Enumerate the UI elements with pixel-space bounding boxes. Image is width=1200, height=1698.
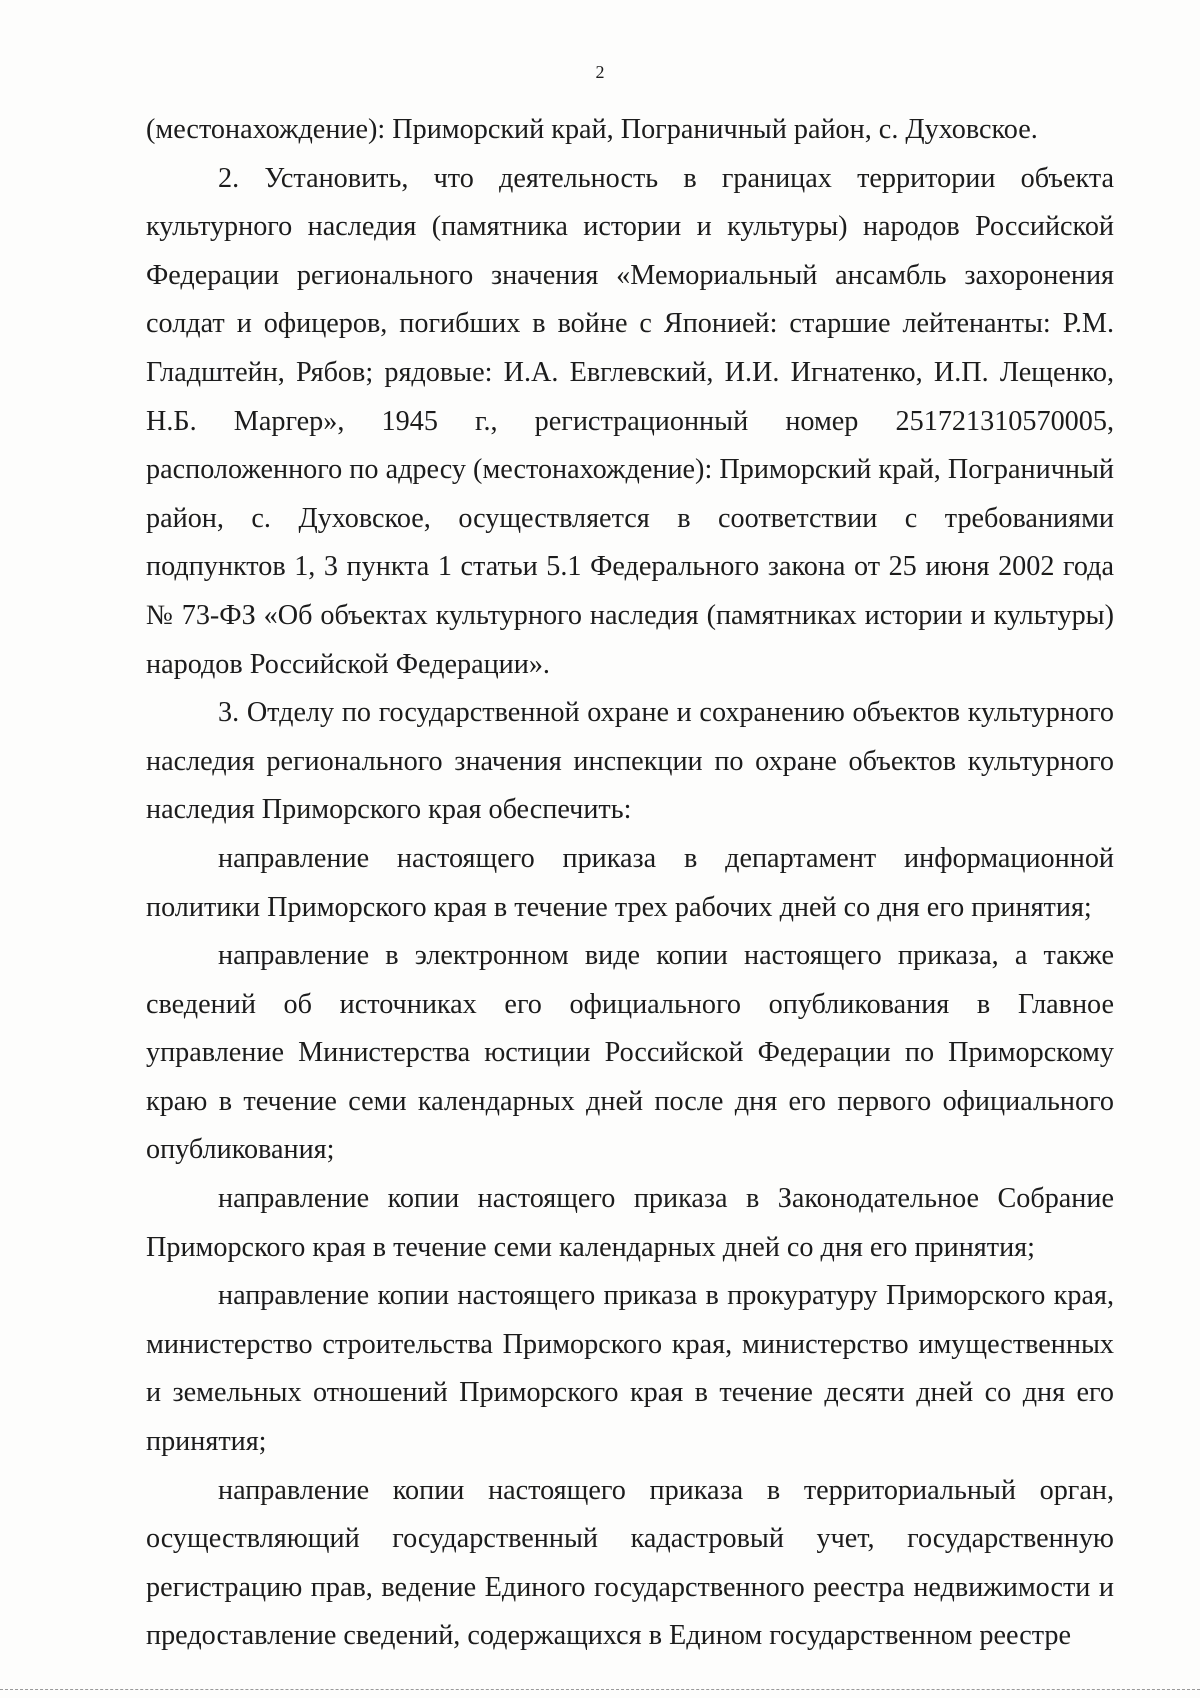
paragraph-subitem-cadastral-authority: направление копии настоящего приказа в территориальный орган, осуществляющий государственный кадастровый учет, государственную регистрацию прав, ведение Единого государственного реестра недвижимости и предоставление сведений, содержащихся в Едином государственном реестре: [146, 1474, 1114, 1652]
paragraph-subitem-prosecutor-office: направление копии настоящего приказа в прокуратуру Приморского края, министерство строительства Приморского края, министерство имущественных и земельных отношений Приморского края в течение десяти дней со дня его принятия;: [146, 1280, 1114, 1458]
paragraph-subitem-information-policy: направление настоящего приказа в департамент информационной политики Приморского края в течение трех рабочих дней со дня его принятия;: [146, 842, 1114, 923]
paragraph-item-2: 2. Установить, что деятельность в границах территории объекта культурного наследия (памятника истории и культуры) народов Российской Федерации регионального значения «Мемориальный ансамбль захоронения солдат и офицеров, погибших в войне с Японией: старшие лейтенанты: Р.М. Гладштейн, Рябов; рядовые: И.А. Евглевский, И.И. Игнатенко, И.П. Лещенко, Н.Б. Маргер», 1945 г., регистрационный номер 251721310570005, расположенного по адресу (местонахождение): Приморский край, Пограничный район, с. Духовское, осуществляется в соответствии с требованиями подпунктов 1, 3 пункта 1 статьи 5.1 Федерального закона от 25 июня 2002 года № 73-ФЗ «Об объектах культурного наследия (памятниках истории и культуры) народов Российской Федерации».: [146, 162, 1114, 680]
paragraph-item-3: 3. Отделу по государственной охране и сохранению объектов культурного наследия регионального значения инспекции по охране объектов культурного наследия Приморского края обеспечить:: [146, 697, 1114, 826]
paragraph-location-continuation: (местонахождение): Приморский край, Пограничный район, с. Духовское.: [146, 114, 1038, 145]
document-body: [146, 106, 1114, 1661]
page-number: 2: [595, 62, 605, 82]
paragraph-subitem-legislative-assembly: направление копии настоящего приказа в Законодательное Собрание Приморского края в течение семи календарных дней со дня его принятия;: [146, 1183, 1114, 1263]
scan-edge-divider: [0, 1689, 1200, 1690]
paragraph-subitem-ministry-of-justice: направление в электронном виде копии настоящего приказа, а также сведений об источниках его официального опубликования в Главное управление Министерства юстиции Российской Федерации по Приморскому краю в течение семи календарных дней после дня его первого официального опубликования;: [146, 940, 1114, 1166]
